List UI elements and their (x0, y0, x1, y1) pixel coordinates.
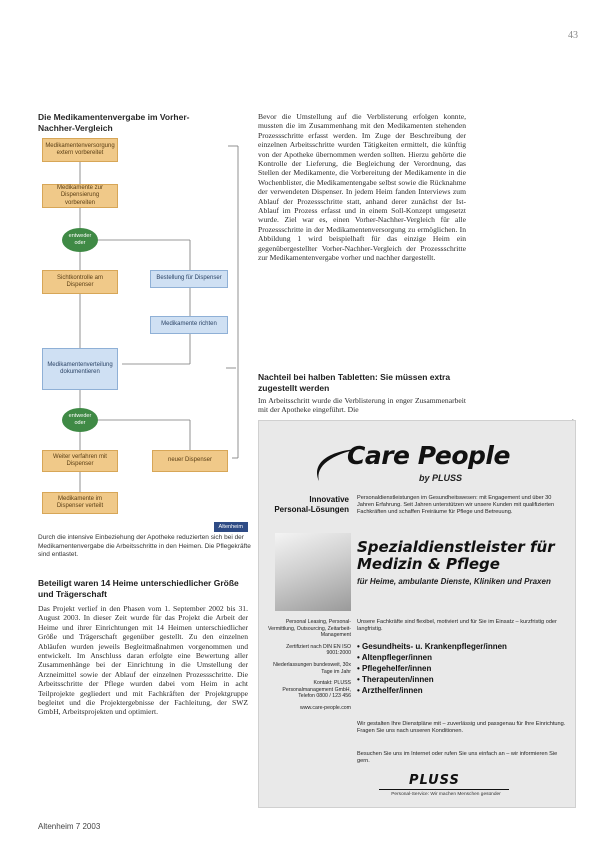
ad-sidebar-item: Niederlassungen bundesweit, 30x Tage im Jahr (273, 661, 351, 675)
ad-text: Besuchen Sie uns im Internet oder rufen Sie uns einfach an – wir informieren Sie gern. (357, 751, 558, 764)
article-text-left: Das Projekt verlief in den Phasen vom 1. September 2002 bis 31. August 2003. In dieser Zeit wurde für das Projekt die Arbeit der Heime und ihrer Einrichtungen mit 14 Heimen unterschiedlicher Größe und Trägerschaft gegenüber gestellt. Zu den einzelnen Abläufen wurden jeweils Begleitmaßnahmen vorgenommen und entwickelt. Im Anschluss daran erfolgte eine Bewertung aller Zusammenhänge bei der Einrichtung in die Umstellung der Arzneimittel sowie der Ablauf der einzelnen Prozessschritte. Die Arbeitsschritte der Pflege wurden dabei vom Heim in acht Teilprojekte gegliedert und mit Fachkräften der Projektgruppe begleitet und die Projektergebnisse der Fachleitung, der SWZ GmbH, Arbeitsprojekten und optimiert. (38, 604, 248, 717)
ad-footer-subline: Personal-Service: Wir machen Menschen gesünder (391, 792, 501, 797)
ad-footer-rule (379, 789, 509, 790)
article-text-right-top: Bevor die Umstellung auf die Verblisterung erfolgen konnte, mussten die im Zusammenhang mit den Medikamenten stehenden Prozessschritte erfasst werden. Im Zuge der Beschreibung der einzelnen Arbeitsschritte wurden Tätigkeiten ermittelt, die künftig von der Apotheke übernommen werden sollten. Hierzu gehörte die Kontrolle der Lieferung, die Begleichung der Verordnung, das Stellen der Medikamente, die Vorbereitung der Medikamente in die Wochenblister, die Medikamentengabe selbst sowie die Rücknahme der verwendeten Dispenser. In jedem Heim fanden Interviews zum Ablauf der Prozessschritte statt, anhand derer zunächst der Ist-Ablauf im Prozess erfasst und in einem Soll-Konzept umgesetzt wurde. Ziel war es, einen Vorher-Nachher-Vergleich für alle Prozessschritte in der Medikamentenversorgung zu ermöglichen. In Abbildung 1 wird beispielhaft für das einzige Heim ein gegenübergestellter Vorher-Nachher-Vergleich der Prozessschritte zur Medikamentenvergabe vorher und nachher dargestellt. (258, 112, 466, 263)
advertisement (258, 420, 576, 808)
ad-photo (275, 533, 351, 611)
ad-logo: Care People (347, 441, 510, 470)
list-item: • Therapeuten/innen (357, 675, 434, 684)
flow-node: neuer Dispenser (152, 450, 228, 472)
ad-text: Unsere Fachkräfte sind flexibel, motiviert und für Sie im Einsatz – kurzfristig oder langfristig. (357, 619, 557, 632)
ad-logo-by: by PLUSS (419, 473, 463, 483)
flow-node: Medikamente zur Dispensierung vorbereiten (42, 184, 118, 208)
ad-headline: Spezialdienstleister für Medizin & Pflege (357, 538, 555, 573)
flow-node: Weiter verfahren mit Dispenser (42, 450, 118, 472)
ad-sidebar-item: Kontakt: PLUSS Personalmanagement GmbH, Telefon 0800 / 123 456 (282, 680, 351, 700)
flow-node: Medikamentenverteilung dokumentieren (42, 348, 118, 390)
figure-caption: Durch die intensive Einbeziehung der Apotheke reduzierten sich bei der Medikamentenvergabe die Arbeitsschritte in den Heimen. Die Pflegekräfte sind entlastet. (38, 534, 251, 558)
list-item: • Arzthelfer/innen (357, 686, 423, 695)
section-heading: Nachteil bei halben Tabletten: Sie müssen extra zugestellt werden (258, 372, 451, 393)
section-heading: Beteiligt waren 14 Heime unterschiedlicher Größe und Trägerschaft (38, 578, 239, 599)
ad-tagline: Innovative Personal-Lösungen (274, 495, 349, 514)
page-footer: Altenheim 7 2003 (38, 822, 101, 831)
article-text-right-bottom: Im Arbeitsschritt wurde die Verblisterung in enger Zusammenarbeit mit der Apotheke eingeführt. Die (258, 396, 466, 415)
ad-sidebar-item: Personal Leasing, Personal-Vermittlung, Outsourcing, Zeitarbeit-Management (267, 619, 351, 639)
list-item: • Altenpfleger/innen (357, 653, 432, 662)
ad-sidebar-item: Zertifiziert nach DIN EN ISO 9001:2000 (286, 643, 351, 657)
ad-profession-list (357, 641, 507, 696)
decision-node: entweder oder (62, 228, 98, 252)
ad-footer-logo: PLUSS (409, 773, 460, 788)
flowchart-title: Die Medikamentenvergabe im Vorher-Nachher-Vergleich (38, 112, 190, 133)
flow-node: Medikamente richten (150, 316, 228, 334)
flow-node: Medikamentenversorgung extern vorbereitet (42, 138, 118, 162)
flow-node: Bestellung für Dispenser (150, 270, 228, 288)
flow-node: Medikamente im Dispenser verteilt (42, 492, 118, 514)
list-item: • Pflegehelfer/innen (357, 664, 432, 673)
decision-node: entweder oder (62, 408, 98, 432)
ad-sidebar-item: www.care-people.com (299, 704, 351, 711)
flowchart-source-label: Altenheim (214, 522, 248, 532)
flowchart (38, 136, 248, 532)
list-item: • Gesundheits- u. Krankenpfleger/innen (357, 642, 507, 651)
ad-text: Wir gestalten Ihre Dienstpläne mit – zuverlässig und passgenau für Ihre Einrichtung. Fragen Sie uns nach unseren Konditionen. (357, 721, 566, 734)
ad-subheadline: für Heime, ambulante Dienste, Kliniken und Praxen (357, 577, 551, 586)
ad-contact-sidebar (267, 619, 351, 717)
ad-intro-text: Personaldienstleistungen im Gesundheitswesen: mit Engagement und über 30 Jahren Erfahrung. Seit Jahren unterstützen wir unsere Kunden mit qualifizierten Fachkräften und schaffen Freiräume für Pflege und Betreuung. (357, 495, 555, 515)
page-number: 43 (568, 30, 578, 41)
flow-node: Sichtkontrolle am Dispenser (42, 270, 118, 294)
